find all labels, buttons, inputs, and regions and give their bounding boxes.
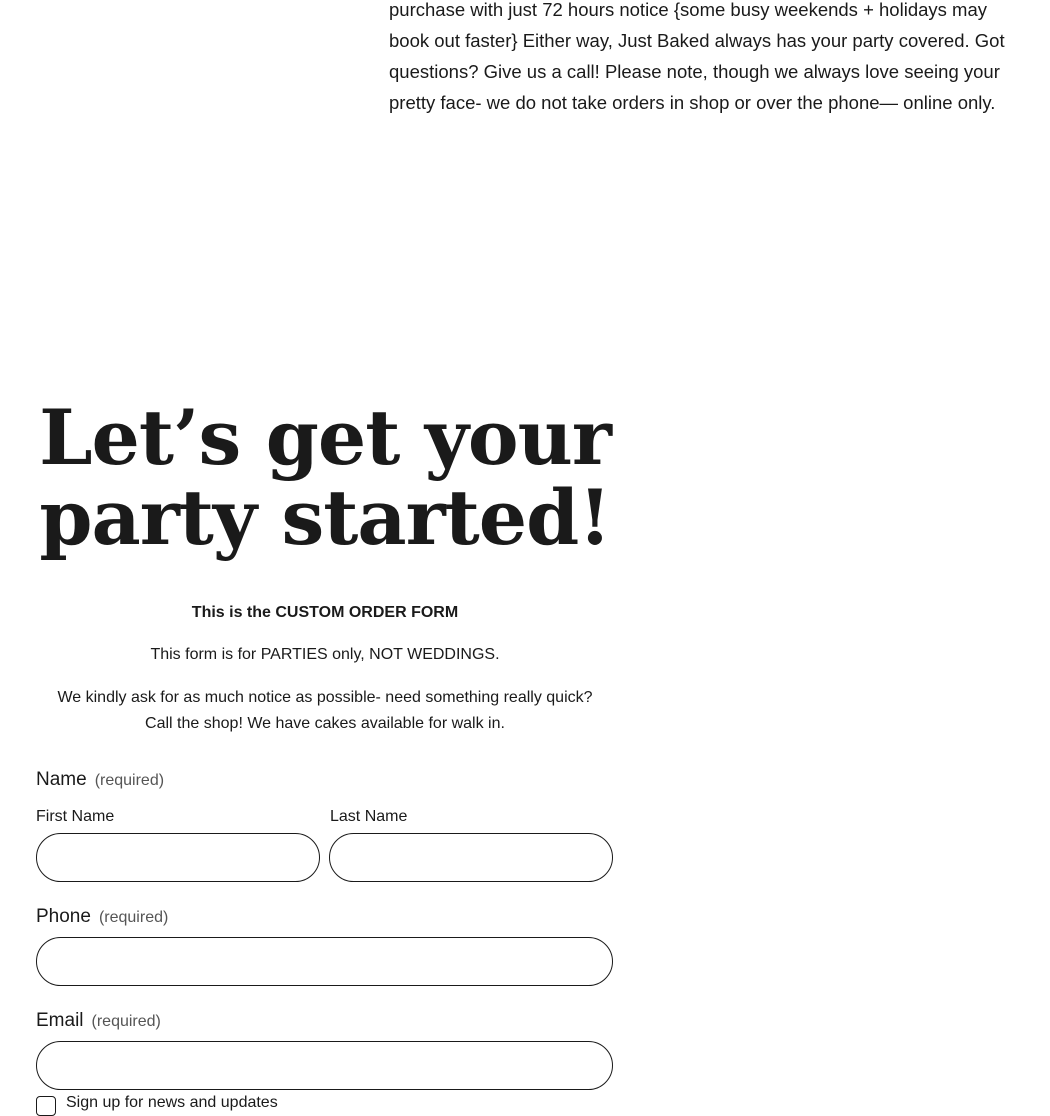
- form-title: This is the CUSTOM ORDER FORM: [191, 604, 459, 621]
- page-headline: Let’s get your party started!: [39, 393, 611, 562]
- email-required-note: (required): [91, 1013, 161, 1030]
- name-required-note: (required): [94, 772, 165, 789]
- email-label-text: Email: [36, 1010, 84, 1031]
- phone-label-text: Phone: [36, 906, 91, 927]
- first-name-input[interactable]: [36, 833, 320, 882]
- phone-required-note: (required): [98, 909, 169, 926]
- name-field-label: [36, 768, 164, 793]
- newsletter-checkbox[interactable]: [36, 1096, 56, 1116]
- email-input[interactable]: [36, 1041, 613, 1090]
- intro-paragraph: purchase with just 72 hours notice {some busy weekends + holidays may book out faster} Either way, Just Baked always has your party covered. Got questions? Give us a call! Please note, though we always love seeing your pretty face- we do not take orders in shop or over the phone— online only.: [389, 0, 1005, 113]
- first-name-label: First Name: [36, 808, 115, 825]
- newsletter-checkbox-label[interactable]: Sign up for news and updates: [66, 1094, 278, 1111]
- form-notice: We kindly ask for as much notice as possible- need something really quick? Call the shop! We have cakes available for walk in.: [57, 689, 593, 732]
- last-name-label: Last Name: [330, 808, 408, 825]
- phone-field-label: [36, 905, 168, 930]
- email-field-label: [36, 1009, 161, 1034]
- last-name-input[interactable]: [329, 833, 613, 882]
- form-subtitle: This form is for PARTIES only, NOT WEDDINGS.: [150, 646, 500, 663]
- name-label-text: Name: [36, 769, 87, 790]
- phone-input[interactable]: [36, 937, 613, 986]
